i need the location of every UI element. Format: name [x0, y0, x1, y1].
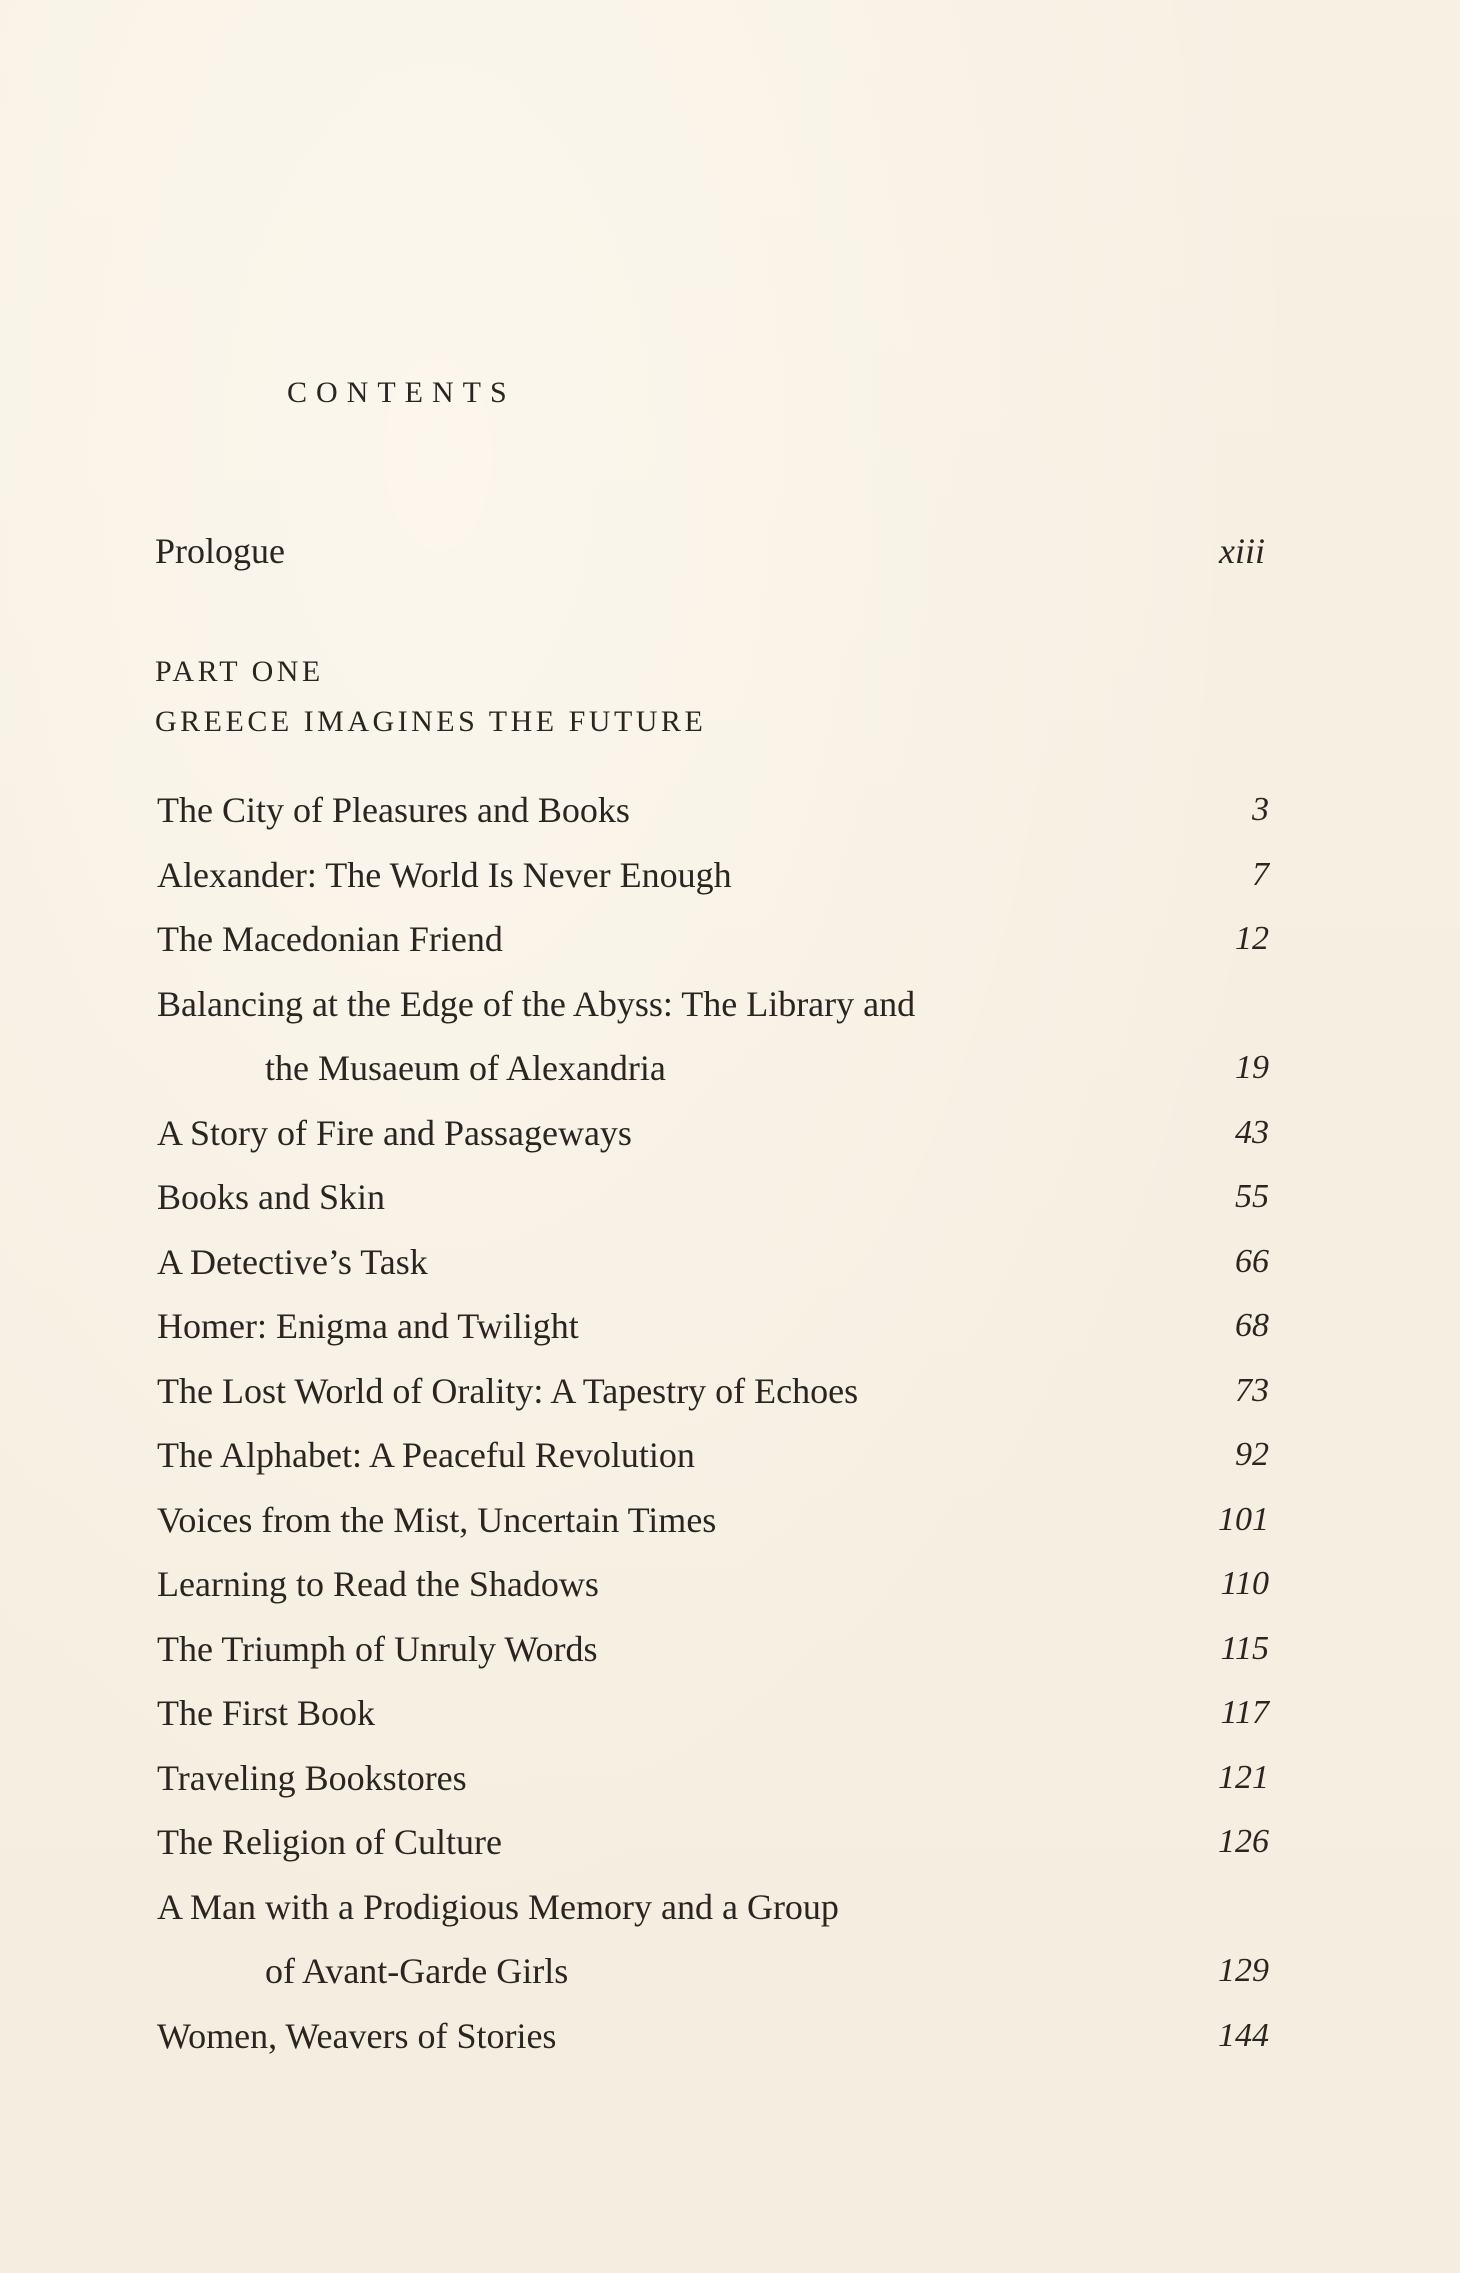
toc-entry-title: Alexander: The World Is Never Enough — [157, 854, 732, 895]
toc-entry-title-continued: of Avant-Garde Girls — [265, 1951, 569, 1991]
toc-entry — [157, 1746, 1269, 1811]
toc-entry-title: A Story of Fire and Passageways — [157, 1112, 632, 1153]
contents-heading: CONTENTS — [287, 376, 516, 409]
toc-page-number: 66 — [1235, 1242, 1269, 1280]
toc-page-number: 43 — [1235, 1113, 1269, 1151]
toc-entry — [157, 1294, 1269, 1359]
toc-entry — [157, 843, 1269, 908]
toc-entry-title: The First Book — [157, 1693, 376, 1733]
part-title: GREECE IMAGINES THE FUTURE — [155, 705, 707, 738]
toc-page-number: 3 — [1252, 791, 1269, 828]
toc-entry — [157, 1810, 1269, 1875]
toc-page-number: 115 — [1220, 1629, 1269, 1667]
toc-page-number: 110 — [1220, 1565, 1269, 1602]
toc-entry — [157, 1875, 1269, 2004]
toc-entry — [157, 778, 1269, 843]
toc-entry-title: The Alphabet: A Peaceful Revolution — [157, 1435, 695, 1475]
toc-entry — [157, 1488, 1269, 1553]
toc-entry — [157, 1423, 1269, 1488]
toc-page-number: 7 — [1252, 855, 1269, 893]
toc-entry-title: The Triumph of Unruly Words — [157, 1628, 598, 1669]
part-number: PART ONE — [155, 655, 324, 688]
toc-entry-title: Learning to Read the Shadows — [157, 1564, 599, 1604]
toc-entry-title: A Detective’s Task — [157, 1241, 428, 1282]
toc-page-number: 121 — [1218, 1758, 1269, 1796]
toc-entry — [157, 1101, 1269, 1166]
toc-entry-title: Prologue — [155, 531, 285, 571]
toc-entry-title: The Lost World of Orality: A Tapestry of Echoes — [157, 1370, 859, 1411]
toc-page-number: xiii — [1219, 531, 1265, 571]
toc-entry-title: A Man with a Prodigious Memory and a Group — [157, 1886, 839, 1927]
toc-entry — [157, 907, 1269, 972]
toc-entry-title: Homer: Enigma and Twilight — [157, 1306, 579, 1346]
toc-entry — [157, 1617, 1269, 1682]
toc-entry-title: Women, Weavers of Stories — [157, 2015, 557, 2056]
toc-entry — [157, 1359, 1269, 1424]
toc-entry — [157, 972, 1269, 1101]
toc-entry — [157, 1681, 1269, 1746]
toc-page-number: 92 — [1235, 1436, 1269, 1473]
toc-entry-prologue — [155, 530, 1265, 580]
toc-entry — [157, 1230, 1269, 1295]
toc-entry-title: Traveling Bookstores — [157, 1757, 467, 1798]
toc-list — [157, 778, 1269, 2068]
toc-page-number: 101 — [1218, 1500, 1269, 1538]
toc-page-number: 55 — [1235, 1178, 1269, 1215]
toc-entry-title-continued: the Musaeum of Alexandria — [265, 1048, 666, 1088]
toc-entry — [157, 2004, 1269, 2069]
toc-page-number: 126 — [1218, 1823, 1269, 1860]
toc-entry-title: The Religion of Culture — [157, 1822, 502, 1862]
toc-page-number: 129 — [1218, 1952, 1269, 1989]
toc-entry-title: Balancing at the Edge of the Abyss: The Library and — [157, 983, 916, 1024]
toc-entry-title: Books and Skin — [157, 1177, 386, 1217]
toc-page-number: 117 — [1220, 1694, 1269, 1731]
toc-entry-title: Voices from the Mist, Uncertain Times — [157, 1499, 717, 1540]
toc-entry — [157, 1165, 1269, 1230]
toc-page-number: 12 — [1235, 920, 1269, 957]
toc-entry-title: The Macedonian Friend — [157, 919, 503, 959]
toc-page-number: 68 — [1235, 1307, 1269, 1344]
toc-page-number: 73 — [1235, 1371, 1269, 1409]
toc-page-number: 144 — [1218, 2016, 1269, 2054]
toc-page-number: 19 — [1235, 1049, 1269, 1086]
toc-entry-title: The City of Pleasures and Books — [157, 790, 630, 830]
toc-entry — [157, 1552, 1269, 1617]
